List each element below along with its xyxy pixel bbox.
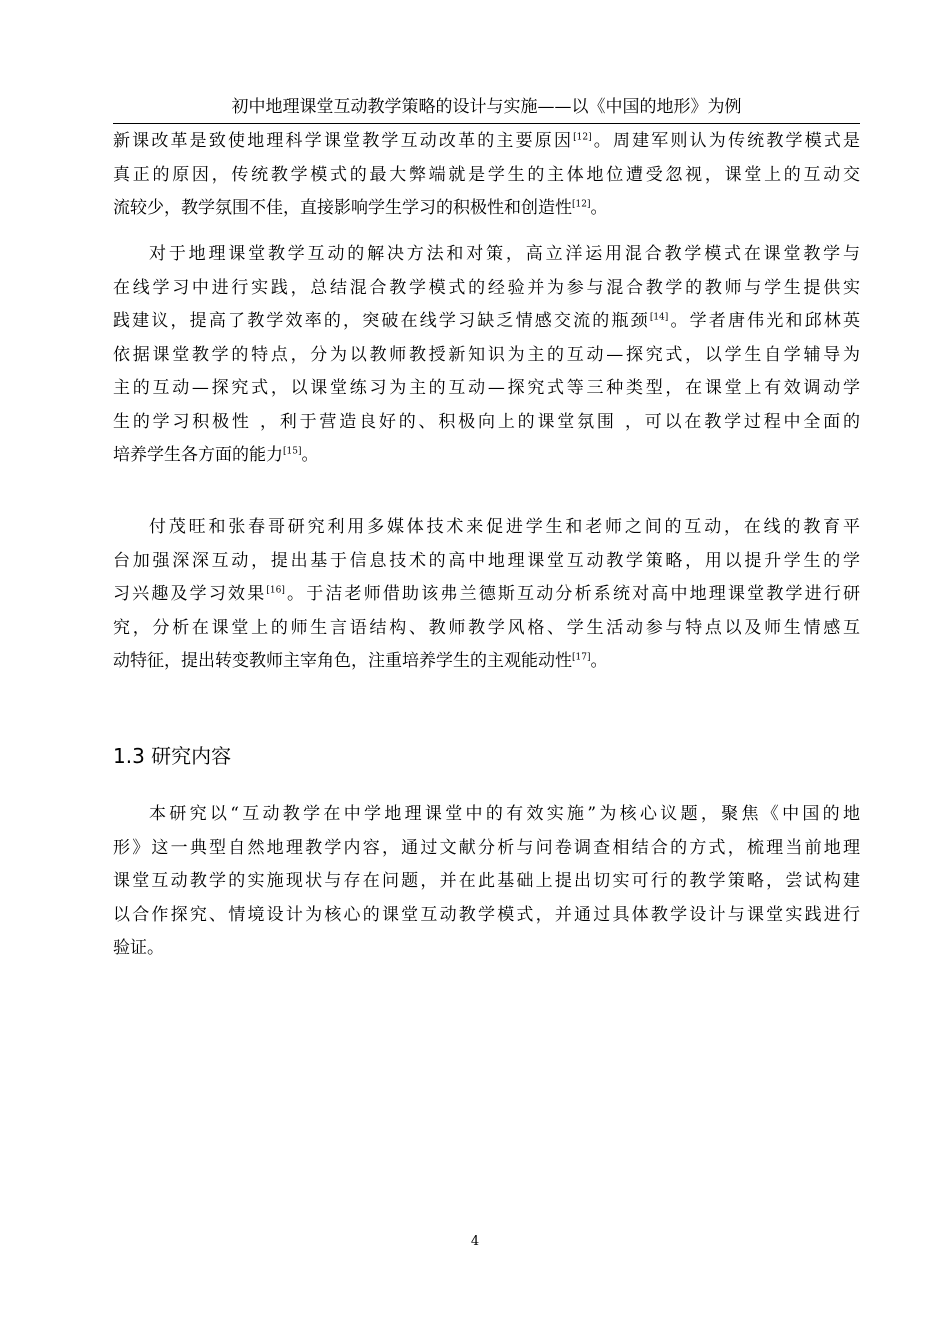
citation: [15] bbox=[283, 446, 302, 457]
paragraph bbox=[113, 238, 860, 473]
citation: [12] bbox=[573, 132, 592, 143]
text-line: 培养学生各方面的能力[15]。 bbox=[113, 445, 319, 465]
text-line: 主的互动—探究式，以课堂练习为主的互动—探究式等三种类型，在课堂上有效调动学 bbox=[113, 378, 860, 398]
page-number: 4 bbox=[470, 1234, 480, 1249]
citation: [12] bbox=[572, 199, 591, 210]
text-line: 形》这一典型自然地理教学内容，通过文献分析与问卷调查相结合的方式，梳理当前地理 bbox=[113, 837, 860, 858]
paragraph bbox=[113, 798, 860, 966]
text-line: 在线学习中进行实践，总结混合教学模式的经验并为参与混合教学的教师与学生提供实 bbox=[113, 277, 860, 298]
running-header: 初中地理课堂互动教学策略的设计与实施——以《中国的地形》为例 bbox=[231, 97, 742, 117]
text-line: 对于地理课堂教学互动的解决方法和对策，高立洋运用混合教学模式在课堂教学与 bbox=[149, 244, 860, 264]
text-line: 生的学习积极性 ，利于营造良好的、积极向上的课堂氛围 ，可以在教学过程中全面的 bbox=[113, 411, 860, 432]
text-line: 台加强深深互动，提出基于信息技术的高中地理课堂互动教学策略，用以提升学生的学 bbox=[113, 550, 860, 571]
paragraph bbox=[113, 511, 860, 679]
text-line: 新课改革是致使地理科学课堂教学互动改革的主要原因[12]。周建军则认为传统教学模式是 bbox=[113, 131, 861, 151]
citation: [14] bbox=[649, 312, 669, 323]
paragraph-continuation bbox=[113, 125, 860, 226]
text-line: 验证。 bbox=[113, 938, 164, 958]
text-line: 践建议，提高了教学效率的，突破在线学习缺乏情感交流的瓶颈[14]。学者唐伟光和邱林英 bbox=[113, 311, 861, 331]
section-heading: 1.3 研究内容 bbox=[113, 744, 232, 768]
text-line: 本研究以“互动教学在中学地理课堂中的有效实施”为核心议题，聚焦《中国的地 bbox=[149, 804, 860, 824]
text-line: 流较少，教学氛围不佳，直接影响学生学习的积极性和创造性[12]。 bbox=[113, 198, 608, 218]
text-line: 真正的原因，传统教学模式的最大弊端就是学生的主体地位遭受忽视，课堂上的互动交 bbox=[113, 164, 860, 185]
text-line: 付茂旺和张春哥研究利用多媒体技术来促进学生和老师之间的互动，在线的教育平 bbox=[149, 517, 860, 537]
text-line: 课堂互动教学的实施现状与存在问题，并在此基础上提出切实可行的教学策略，尝试构建 bbox=[113, 871, 860, 891]
text-line: 究，分析在课堂上的师生言语结构、教师教学风格、学生活动参与特点以及师生情感互 bbox=[113, 617, 860, 638]
text-line: 以合作探究、情境设计为核心的课堂互动教学模式，并通过具体教学设计与课堂实践进行 bbox=[113, 904, 860, 925]
text-line: 动特征，提出转变教师主宰角色，注重培养学生的主观能动性[17]。 bbox=[113, 651, 608, 671]
citation: [16] bbox=[266, 585, 285, 596]
text-line: 依据课堂教学的特点，分为以教师教授新知识为主的互动—探究式，以学生自学辅导为 bbox=[113, 344, 860, 365]
text-line: 习兴趣及学习效果[16]。于洁老师借助该弗兰德斯互动分析系统对高中地理课堂教学进行研 bbox=[113, 584, 861, 604]
citation: [17] bbox=[572, 652, 591, 663]
header-rule bbox=[113, 123, 860, 124]
